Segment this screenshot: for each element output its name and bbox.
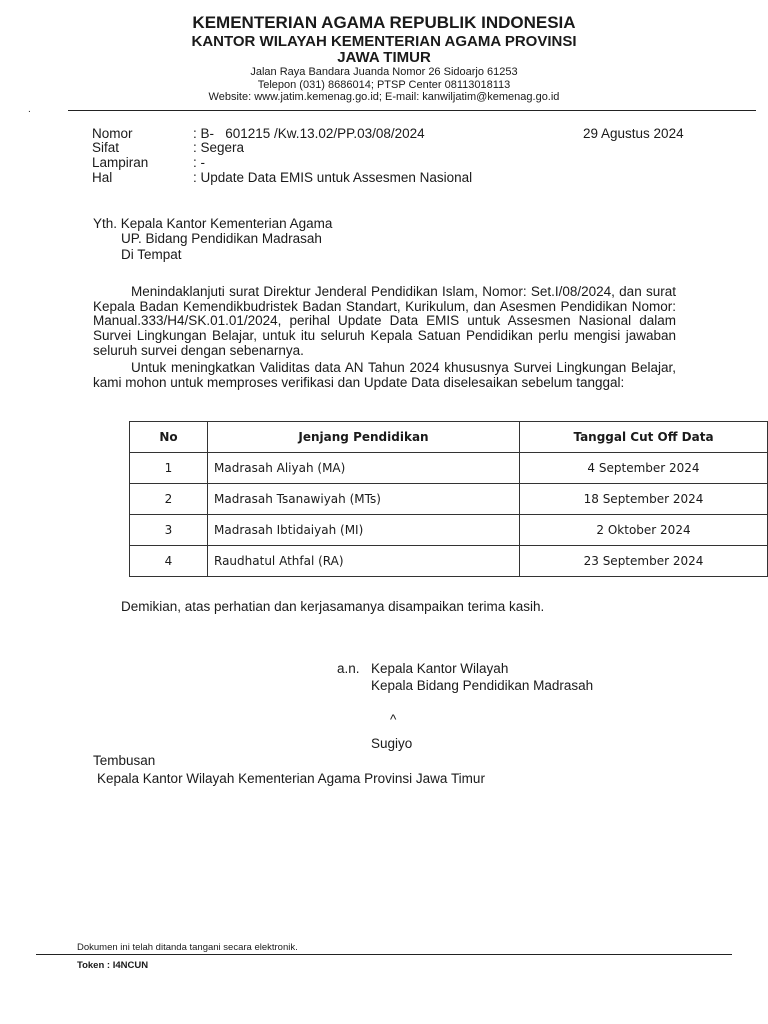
signature-an: a.n.	[337, 661, 360, 676]
letterhead-phone: Telepon (031) 8686014; PTSP Center 08113018113	[257, 79, 511, 91]
row-jenjang: Raudhatul Athfal (RA)	[208, 546, 520, 577]
recipient-place: Di Tempat	[121, 247, 182, 262]
letter-date: 29 Agustus 2024	[583, 126, 684, 141]
col-jenjang-header: Jenjang Pendidikan	[208, 422, 520, 453]
table-row	[130, 515, 768, 546]
signature-name: Sugiyo	[371, 736, 413, 751]
row-tanggal: 23 September 2024	[520, 546, 768, 577]
tembusan-item: Kepala Kantor Wilayah Kementerian Agama Provinsi Jawa Timur	[97, 771, 485, 786]
hal-value: : Update Data EMIS untuk Assesmen Nasional	[193, 170, 473, 185]
sifat-label: Sifat	[92, 140, 120, 155]
row-jenjang: Madrasah Ibtidaiyah (MI)	[208, 515, 520, 546]
lampiran-value: : -	[193, 155, 205, 170]
row-tanggal: 2 Oktober 2024	[520, 515, 768, 546]
row-jenjang: Madrasah Tsanawiyah (MTs)	[208, 484, 520, 515]
row-no: 4	[130, 546, 208, 577]
nomor-label: Nomor	[92, 126, 133, 141]
body-paragraph-1: Menindaklanjuti surat Direktur Jenderal Pendidikan Islam, Nomor: Set.I/08/2024, dan surat Kepala Badan Kemendikbudristek Badan Standart, Kurikulum, dan Asesmen Pendidikan Nomor: Manual.333/H4/SK.01.01/2024, perihal Update Data EMIS untuk Assesmen Nasional dalam Survei Lingkungan Belajar, untuk itu seluruh Kepala Satuan Pendidikan perlu mengisi jawaban seluruh survei dengan sebenarnya.	[93, 284, 676, 358]
table-row	[130, 546, 768, 577]
row-tanggal: 4 September 2024	[520, 453, 768, 484]
signature-mark: ^	[390, 712, 397, 727]
table-row	[130, 453, 768, 484]
cutoff-table	[129, 421, 768, 577]
nomor-value: : B- 601215 /Kw.13.02/PP.03/08/2024	[193, 126, 425, 141]
signature-title-1: Kepala Kantor Wilayah	[371, 661, 509, 676]
footer-token: Token : I4NCUN	[77, 960, 149, 971]
row-no: 2	[130, 484, 208, 515]
letterhead-web: Website: www.jatim.kemenag.go.id; E-mail: kanwiljatim@kemenag.go.id	[208, 91, 560, 103]
footer-note: Dokumen ini telah ditanda tangani secara elektronik.	[77, 942, 298, 953]
table-row	[130, 484, 768, 515]
letterhead-divider	[68, 110, 756, 111]
signature-title-2: Kepala Bidang Pendidikan Madrasah	[371, 678, 594, 693]
row-tanggal: 18 September 2024	[520, 484, 768, 515]
closing-text: Demikian, atas perhatian dan kerjasamanya disampaikan terima kasih.	[121, 599, 545, 614]
letterhead-province: JAWA TIMUR	[337, 49, 431, 66]
hal-label: Hal	[92, 170, 113, 185]
sifat-value: : Segera	[193, 140, 245, 155]
table-header-row	[130, 422, 768, 453]
recipient-yth: Yth. Kepala Kantor Kementerian Agama	[93, 216, 333, 231]
letterhead-office: KANTOR WILAYAH KEMENTERIAN AGAMA PROVINSI	[191, 33, 577, 50]
col-tanggal-header: Tanggal Cut Off Data	[520, 422, 768, 453]
recipient-up: UP. Bidang Pendidikan Madrasah	[121, 231, 322, 246]
tembusan-label: Tembusan	[93, 753, 156, 768]
row-no: 3	[130, 515, 208, 546]
col-no-header: No	[130, 422, 208, 453]
stray-dot: .	[28, 104, 31, 115]
row-jenjang: Madrasah Aliyah (MA)	[208, 453, 520, 484]
body-paragraph-2: Untuk meningkatkan Validitas data AN Tahun 2024 khususnya Survei Lingkungan Belajar, kami mohon untuk memproses verifikasi dan Update Data diselesaikan sebelum tanggal:	[93, 360, 676, 390]
letterhead-title: KEMENTERIAN AGAMA REPUBLIK INDONESIA	[192, 13, 576, 32]
row-no: 1	[130, 453, 208, 484]
letterhead-address: Jalan Raya Bandara Juanda Nomor 26 Sidoarjo 61253	[250, 66, 518, 78]
footer-divider	[36, 954, 732, 955]
lampiran-label: Lampiran	[92, 155, 149, 170]
